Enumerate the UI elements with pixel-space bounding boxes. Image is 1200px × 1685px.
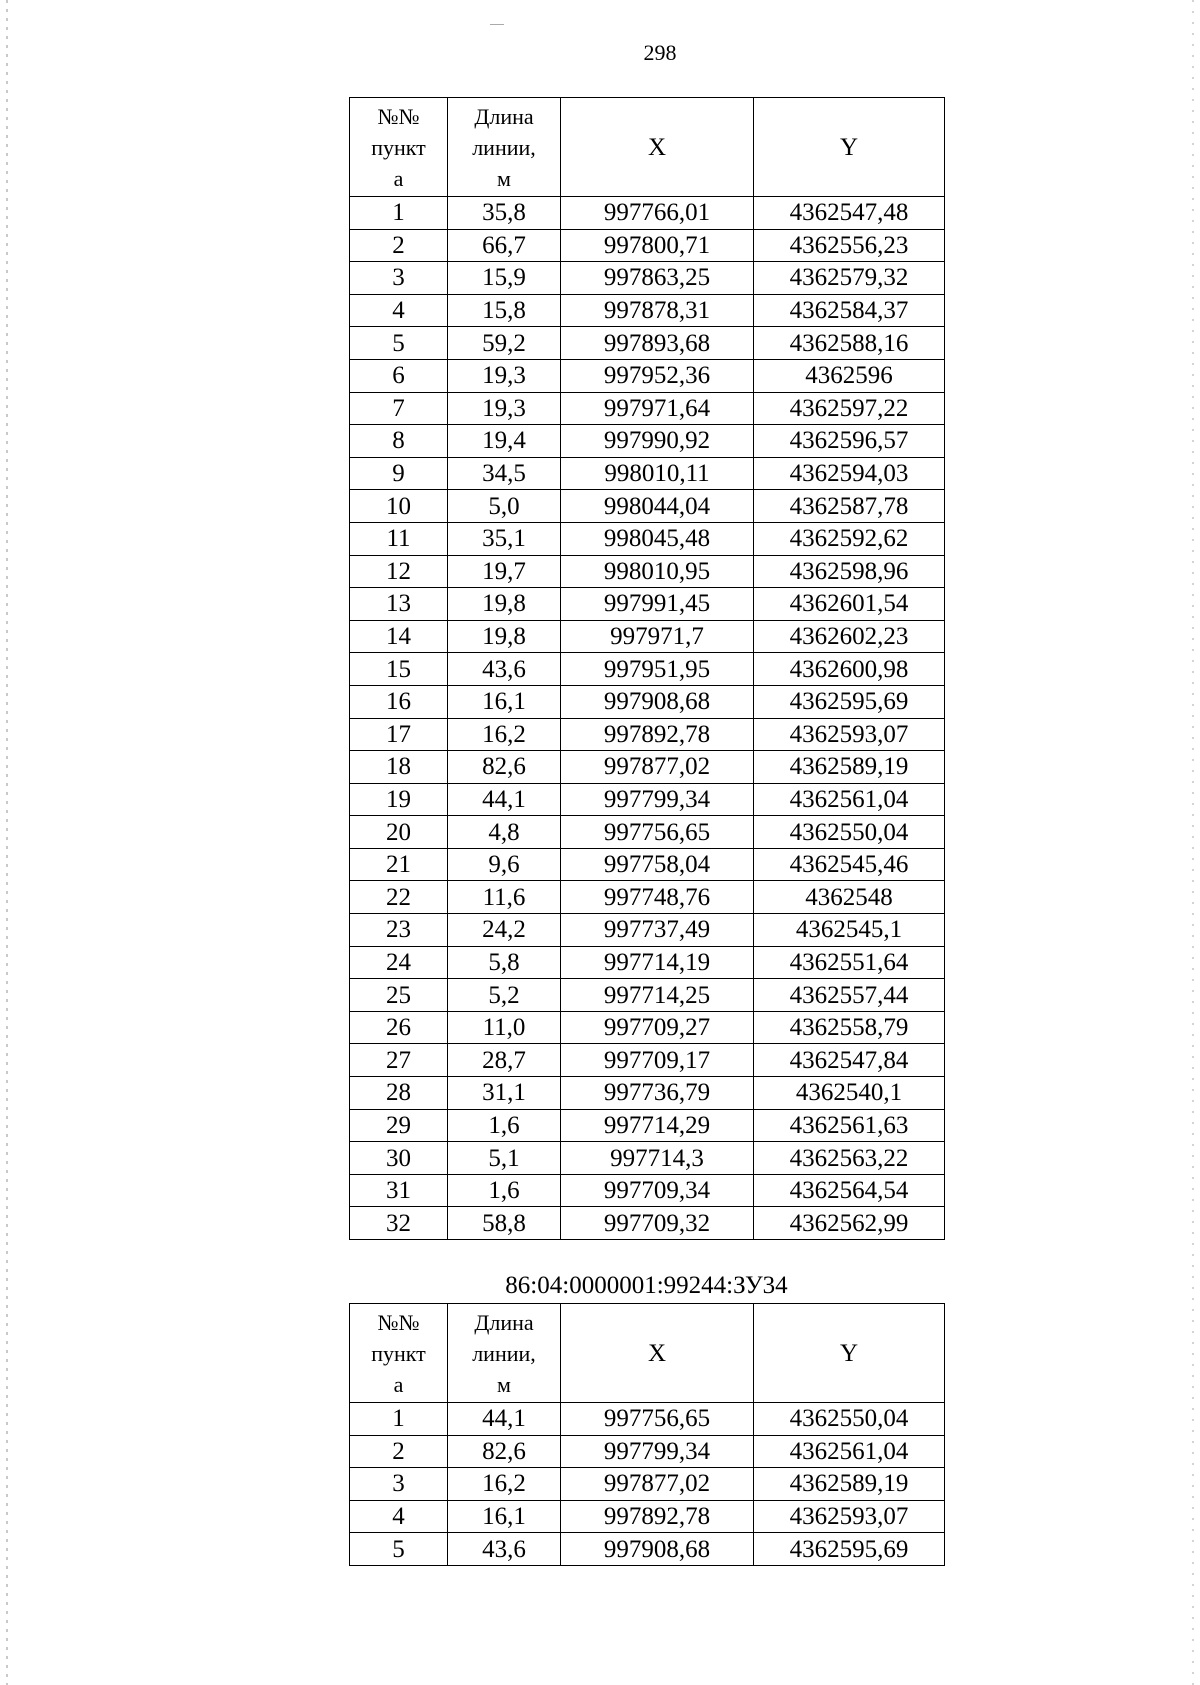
cell-line-length: 4,8 (448, 816, 561, 849)
cell-y: 4362564,54 (754, 1174, 945, 1207)
cell-y: 4362601,54 (754, 588, 945, 621)
cell-x: 997756,65 (561, 816, 754, 849)
table-row (350, 327, 945, 360)
cell-point-number: 14 (350, 620, 448, 653)
cell-y: 4362593,07 (754, 1500, 945, 1533)
cell-x: 997748,76 (561, 881, 754, 914)
cell-y: 4362597,22 (754, 392, 945, 425)
cell-point-number: 5 (350, 1533, 448, 1566)
cell-y: 4362545,46 (754, 848, 945, 881)
table-row (350, 881, 945, 914)
table-row (350, 229, 945, 262)
cell-x: 997766,01 (561, 197, 754, 230)
table-row (350, 262, 945, 295)
cell-y: 4362596,57 (754, 425, 945, 458)
cell-y: 4362548 (754, 881, 945, 914)
table-row (350, 197, 945, 230)
cell-x: 997971,7 (561, 620, 754, 653)
header-line-length-line3: м (497, 1371, 511, 1397)
table-row (350, 848, 945, 881)
header-point-number-line3: а (393, 165, 404, 191)
page-number: 298 (643, 40, 677, 65)
cell-x: 997758,04 (561, 848, 754, 881)
table-row (350, 1077, 945, 1110)
table-row (350, 425, 945, 458)
cell-point-number: 4 (350, 1500, 448, 1533)
cell-line-length: 19,7 (448, 555, 561, 588)
cell-point-number: 8 (350, 425, 448, 458)
cell-point-number: 4 (350, 294, 448, 327)
cell-x: 998044,04 (561, 490, 754, 523)
cell-point-number: 15 (350, 653, 448, 686)
cell-y: 4362587,78 (754, 490, 945, 523)
cell-line-length: 31,1 (448, 1077, 561, 1110)
table-row (350, 685, 945, 718)
cell-line-length: 59,2 (448, 327, 561, 360)
cell-x: 997990,92 (561, 425, 754, 458)
cell-x: 997714,3 (561, 1142, 754, 1175)
cell-y: 4362547,48 (754, 197, 945, 230)
table-row (350, 946, 945, 979)
table-row (350, 359, 945, 392)
cell-x: 997709,34 (561, 1174, 754, 1207)
table-row (350, 457, 945, 490)
cell-x: 997737,49 (561, 914, 754, 947)
cell-x: 997800,71 (561, 229, 754, 262)
cell-x: 997892,78 (561, 1500, 754, 1533)
table-row (350, 392, 945, 425)
table-row (350, 1044, 945, 1077)
cell-point-number: 11 (350, 522, 448, 555)
cell-line-length: 24,2 (448, 914, 561, 947)
cell-line-length: 11,6 (448, 881, 561, 914)
cell-x: 997893,68 (561, 327, 754, 360)
cell-x: 997952,36 (561, 359, 754, 392)
cell-point-number: 32 (350, 1207, 448, 1240)
header-line-length-line1: Длина (474, 1309, 534, 1335)
scan-edge-left (6, 0, 8, 1685)
table-row (350, 1011, 945, 1044)
cell-y: 4362589,19 (754, 1468, 945, 1501)
cell-point-number: 31 (350, 1174, 448, 1207)
cell-line-length: 16,1 (448, 1500, 561, 1533)
table2-body (350, 1403, 945, 1566)
cell-line-length: 35,1 (448, 522, 561, 555)
cell-y: 4362547,84 (754, 1044, 945, 1077)
cell-y: 4362588,16 (754, 327, 945, 360)
cell-y: 4362594,03 (754, 457, 945, 490)
cell-line-length: 5,2 (448, 979, 561, 1012)
cell-x: 997892,78 (561, 718, 754, 751)
cell-line-length: 19,8 (448, 620, 561, 653)
cell-line-length: 58,8 (448, 1207, 561, 1240)
cell-point-number: 1 (350, 1403, 448, 1436)
cell-y: 4362557,44 (754, 979, 945, 1012)
table-row (350, 1174, 945, 1207)
cell-y: 4362561,63 (754, 1109, 945, 1142)
cell-line-length: 43,6 (448, 653, 561, 686)
table-row (350, 1500, 945, 1533)
cell-x: 997877,02 (561, 1468, 754, 1501)
cell-y: 4362550,04 (754, 816, 945, 849)
cell-line-length: 16,2 (448, 1468, 561, 1501)
cell-y: 4362556,23 (754, 229, 945, 262)
cell-point-number: 16 (350, 685, 448, 718)
cell-y: 4362540,1 (754, 1077, 945, 1110)
cell-line-length: 82,6 (448, 1435, 561, 1468)
cell-line-length: 1,6 (448, 1174, 561, 1207)
cell-line-length: 5,0 (448, 490, 561, 523)
cell-x: 997908,68 (561, 685, 754, 718)
cell-point-number: 7 (350, 392, 448, 425)
cell-x: 997863,25 (561, 262, 754, 295)
cell-y: 4362561,04 (754, 783, 945, 816)
cell-line-length: 15,8 (448, 294, 561, 327)
header-y: Y (754, 98, 945, 197)
cell-point-number: 25 (350, 979, 448, 1012)
header-line-length-line1: Длина (474, 103, 534, 129)
table-row (350, 783, 945, 816)
cell-point-number: 12 (350, 555, 448, 588)
cell-point-number: 29 (350, 1109, 448, 1142)
cell-point-number: 20 (350, 816, 448, 849)
cell-line-length: 9,6 (448, 848, 561, 881)
parcel-cadastral-number: 86:04:0000001:99244:ЗУ34 (505, 1272, 788, 1299)
cell-y: 4362563,22 (754, 1142, 945, 1175)
table-row (350, 751, 945, 784)
scan-edge-right (1192, 0, 1194, 1685)
cell-y: 4362595,69 (754, 1533, 945, 1566)
cell-point-number: 21 (350, 848, 448, 881)
cell-x: 997736,79 (561, 1077, 754, 1110)
cell-point-number: 3 (350, 262, 448, 295)
table1-body (350, 197, 945, 1240)
cell-x: 997877,02 (561, 751, 754, 784)
cell-x: 997714,19 (561, 946, 754, 979)
table-header-row (350, 98, 945, 197)
cell-line-length: 19,8 (448, 588, 561, 621)
cell-line-length: 82,6 (448, 751, 561, 784)
table-row (350, 1142, 945, 1175)
cell-point-number: 6 (350, 359, 448, 392)
cell-x: 997951,95 (561, 653, 754, 686)
coordinates-table-2 (349, 1303, 945, 1566)
cell-x: 997709,17 (561, 1044, 754, 1077)
header-point-number-line2: пункт (371, 134, 426, 160)
cell-point-number: 27 (350, 1044, 448, 1077)
header-line-length-line2: линии, (472, 1340, 536, 1366)
cell-y: 4362602,23 (754, 620, 945, 653)
cell-y: 4362598,96 (754, 555, 945, 588)
header-x: X (561, 98, 754, 197)
cell-point-number: 19 (350, 783, 448, 816)
table-row (350, 653, 945, 686)
header-y: Y (754, 1304, 945, 1403)
cell-line-length: 34,5 (448, 457, 561, 490)
table-row (350, 979, 945, 1012)
cell-y: 4362584,37 (754, 294, 945, 327)
cell-y: 4362561,04 (754, 1435, 945, 1468)
cell-x: 998010,95 (561, 555, 754, 588)
cell-x: 997709,27 (561, 1011, 754, 1044)
cell-point-number: 30 (350, 1142, 448, 1175)
table-row (350, 620, 945, 653)
cell-point-number: 1 (350, 197, 448, 230)
cell-point-number: 9 (350, 457, 448, 490)
table-row (350, 914, 945, 947)
cell-point-number: 10 (350, 490, 448, 523)
table-header-row (350, 1304, 945, 1403)
cell-x: 997756,65 (561, 1403, 754, 1436)
header-line-length-line3: м (497, 165, 511, 191)
cell-line-length: 16,2 (448, 718, 561, 751)
cell-line-length: 19,4 (448, 425, 561, 458)
cell-x: 997709,32 (561, 1207, 754, 1240)
header-line-length (448, 98, 561, 197)
cell-y: 4362545,1 (754, 914, 945, 947)
cell-x: 997799,34 (561, 1435, 754, 1468)
cell-point-number: 13 (350, 588, 448, 621)
cell-point-number: 24 (350, 946, 448, 979)
cell-point-number: 5 (350, 327, 448, 360)
cell-point-number: 23 (350, 914, 448, 947)
cell-line-length: 44,1 (448, 1403, 561, 1436)
header-point-number-line3: а (393, 1371, 404, 1397)
cell-line-length: 44,1 (448, 783, 561, 816)
table-row (350, 1403, 945, 1436)
cell-line-length: 11,0 (448, 1011, 561, 1044)
cell-point-number: 22 (350, 881, 448, 914)
table-row (350, 490, 945, 523)
table-row (350, 522, 945, 555)
cell-point-number: 18 (350, 751, 448, 784)
table-row (350, 1435, 945, 1468)
cell-line-length: 35,8 (448, 197, 561, 230)
cell-line-length: 19,3 (448, 392, 561, 425)
cell-line-length: 15,9 (448, 262, 561, 295)
table-row (350, 588, 945, 621)
table-row (350, 1207, 945, 1240)
cell-point-number: 3 (350, 1468, 448, 1501)
header-point-number-line1: №№ (377, 1309, 420, 1335)
cell-line-length: 16,1 (448, 685, 561, 718)
cell-line-length: 5,1 (448, 1142, 561, 1175)
cell-y: 4362562,99 (754, 1207, 945, 1240)
cell-y: 4362558,79 (754, 1011, 945, 1044)
cell-x: 997878,31 (561, 294, 754, 327)
cell-y: 4362595,69 (754, 685, 945, 718)
cell-y: 4362550,04 (754, 1403, 945, 1436)
header-x: X (561, 1304, 754, 1403)
table-row (350, 1468, 945, 1501)
cell-y: 4362589,19 (754, 751, 945, 784)
header-point-number-line2: пункт (371, 1340, 426, 1366)
cell-x: 997714,25 (561, 979, 754, 1012)
cell-x: 997799,34 (561, 783, 754, 816)
header-point-number-line1: №№ (377, 103, 420, 129)
cell-line-length: 66,7 (448, 229, 561, 262)
table-row (350, 294, 945, 327)
header-line-length (448, 1304, 561, 1403)
cell-line-length: 28,7 (448, 1044, 561, 1077)
cell-y: 4362551,64 (754, 946, 945, 979)
cell-x: 997908,68 (561, 1533, 754, 1566)
cell-x: 997714,29 (561, 1109, 754, 1142)
cell-x: 998045,48 (561, 522, 754, 555)
cell-line-length: 43,6 (448, 1533, 561, 1566)
header-point-number (350, 98, 448, 197)
cell-line-length: 1,6 (448, 1109, 561, 1142)
cell-y: 4362600,98 (754, 653, 945, 686)
cell-y: 4362593,07 (754, 718, 945, 751)
cell-point-number: 28 (350, 1077, 448, 1110)
cell-line-length: 5,8 (448, 946, 561, 979)
scan-mark (490, 24, 504, 25)
header-point-number (350, 1304, 448, 1403)
table-row (350, 1533, 945, 1566)
cell-point-number: 26 (350, 1011, 448, 1044)
coordinates-table-1 (349, 97, 945, 1240)
cell-x: 997971,64 (561, 392, 754, 425)
header-line-length-line2: линии, (472, 134, 536, 160)
cell-x: 997991,45 (561, 588, 754, 621)
table-row (350, 718, 945, 751)
cell-y: 4362579,32 (754, 262, 945, 295)
cell-x: 998010,11 (561, 457, 754, 490)
table-row (350, 816, 945, 849)
cell-line-length: 19,3 (448, 359, 561, 392)
table-row (350, 1109, 945, 1142)
cell-y: 4362596 (754, 359, 945, 392)
cell-point-number: 2 (350, 1435, 448, 1468)
cell-y: 4362592,62 (754, 522, 945, 555)
cell-point-number: 2 (350, 229, 448, 262)
table-row (350, 555, 945, 588)
cell-point-number: 17 (350, 718, 448, 751)
